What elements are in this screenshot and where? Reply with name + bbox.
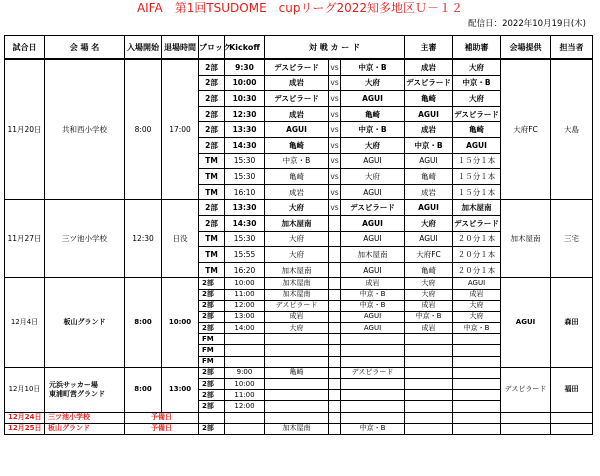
vs-cell: [329, 262, 341, 278]
block-cell: 2部: [199, 367, 225, 378]
block-cell: 2部: [199, 75, 225, 91]
home-team: 中京・B: [265, 153, 329, 169]
venue-provider: 加木屋南: [501, 200, 551, 278]
vs-cell: [329, 367, 341, 378]
kickoff-cell: 12:00: [225, 300, 265, 311]
referee-cell: [405, 401, 453, 412]
referee-cell: AGUI: [405, 200, 453, 216]
assistant-cell: デスピラード: [453, 215, 501, 231]
assistant-cell: [453, 356, 501, 367]
vs-cell: [329, 423, 341, 434]
away-team: [341, 334, 405, 345]
vs-cell: [329, 300, 341, 311]
match-row: [5, 200, 593, 216]
away-team: 加木屋南: [341, 247, 405, 263]
referee-cell: 成岩: [405, 59, 453, 75]
block-cell: 2部: [199, 289, 225, 300]
referee-cell: 大府: [405, 215, 453, 231]
vs-cell: vs: [329, 59, 341, 75]
referee-cell: [405, 334, 453, 345]
home-team: 亀崎: [265, 169, 329, 185]
schedule-table: [4, 35, 593, 435]
home-team: [265, 334, 329, 345]
kickoff-cell: 10:00: [225, 278, 265, 289]
assistant-cell: 亀崎: [453, 122, 501, 138]
kickoff-cell: 13:00: [225, 311, 265, 322]
venue-provider: [501, 423, 551, 434]
entry-time: 8:00: [125, 278, 162, 368]
vs-cell: vs: [329, 75, 341, 91]
away-team: 大府: [341, 169, 405, 185]
referee-cell: 中京・B: [405, 311, 453, 322]
home-team: 加木屋南: [265, 289, 329, 300]
away-team: [341, 390, 405, 401]
away-team: 中京・B: [341, 122, 405, 138]
away-team: 中京・B: [341, 289, 405, 300]
referee-cell: [405, 367, 453, 378]
kickoff-cell: 13:30: [225, 200, 265, 216]
kickoff-cell: 9:30: [225, 59, 265, 75]
block-cell: 2部: [199, 91, 225, 107]
vs-cell: vs: [329, 122, 341, 138]
kickoff-cell: 16:10: [225, 184, 265, 200]
assistant-cell: [453, 390, 501, 401]
referee-cell: 中京・B: [405, 137, 453, 153]
block-cell: 2部: [199, 106, 225, 122]
home-team: 加木屋南: [265, 278, 329, 289]
vs-cell: [329, 289, 341, 300]
block-cell: TM: [199, 153, 225, 169]
home-team: 成岩: [265, 75, 329, 91]
entry-time: 8:00: [125, 59, 162, 200]
vs-cell: [329, 278, 341, 289]
vs-cell: [329, 247, 341, 263]
away-team: デスピラード: [341, 200, 405, 216]
venue-name: 共和西小学校: [45, 59, 125, 200]
away-team: 中京・B: [341, 59, 405, 75]
block-cell: 2部: [199, 137, 225, 153]
staff-cell: 森田: [551, 278, 593, 368]
reserve-date: 12月25日: [5, 423, 45, 434]
away-team: 中京・B: [341, 300, 405, 311]
vs-cell: vs: [329, 200, 341, 216]
referee-cell: 大府: [405, 289, 453, 300]
home-team: [265, 401, 329, 412]
assistant-cell: 加木屋南: [453, 200, 501, 216]
assistant-cell: 成岩: [453, 289, 501, 300]
reserve-row: [5, 423, 593, 434]
home-team: 成岩: [265, 106, 329, 122]
kickoff-cell: 14:30: [225, 215, 265, 231]
home-team: 亀崎: [265, 137, 329, 153]
vs-cell: vs: [329, 91, 341, 107]
match-date: 12月4日: [5, 278, 45, 368]
venue-name: [45, 367, 125, 412]
block-cell: FM: [199, 356, 225, 367]
schedule-body: [5, 59, 593, 434]
block-cell: 2部: [199, 423, 225, 434]
entry-time: 12:30: [125, 200, 162, 278]
vs-cell: [329, 215, 341, 231]
assistant-cell: １５分１本: [453, 153, 501, 169]
venue-provider: デスピラード: [501, 367, 551, 412]
away-team: 成岩: [341, 278, 405, 289]
header-matchup: 対 戦 カ ー ド: [265, 36, 405, 60]
header-assistant: 補助審: [453, 36, 501, 60]
kickoff-cell: 10:30: [225, 91, 265, 107]
referee-cell: [405, 412, 453, 423]
away-team: 大府: [341, 75, 405, 91]
vs-cell: [329, 412, 341, 423]
assistant-cell: １５分１本: [453, 184, 501, 200]
home-team: 成岩: [265, 184, 329, 200]
publish-date: 配信日：2022年10月19日(木): [468, 19, 586, 29]
assistant-cell: [453, 423, 501, 434]
referee-cell: デスピラード: [405, 75, 453, 91]
referee-cell: [405, 390, 453, 401]
kickoff-cell: [225, 356, 265, 367]
away-team: デスピラード: [341, 367, 405, 378]
referee-cell: 成岩: [405, 323, 453, 334]
exit-time: 日没: [162, 200, 199, 278]
assistant-cell: 大府: [453, 59, 501, 75]
away-team: 中京・B: [341, 423, 405, 434]
away-team: [341, 345, 405, 356]
away-team: 大府: [341, 137, 405, 153]
home-team: [265, 345, 329, 356]
referee-cell: 亀崎: [405, 262, 453, 278]
vs-cell: [329, 334, 341, 345]
page-title: AIFA 第1回TSUDOME cupリーグ2022知多地区Ｕ－１２: [136, 1, 464, 15]
home-team: デスピラード: [265, 300, 329, 311]
venue-name: 三ツ池小学校: [45, 200, 125, 278]
reserve-venue: 板山グランド: [45, 423, 125, 434]
venue-name: 板山グランド: [45, 278, 125, 368]
block-cell: FM: [199, 345, 225, 356]
kickoff-cell: 15:30: [225, 231, 265, 247]
assistant-cell: [453, 401, 501, 412]
referee-cell: 成岩: [405, 300, 453, 311]
home-team: [265, 356, 329, 367]
reserve-row: [5, 412, 593, 423]
away-team: [341, 356, 405, 367]
match-date: 11月20日: [5, 59, 45, 200]
referee-cell: 大府: [405, 278, 453, 289]
match-date: 11月27日: [5, 200, 45, 278]
home-team: デスピラード: [265, 59, 329, 75]
staff-cell: 三宅: [551, 200, 593, 278]
block-cell: 2部: [199, 278, 225, 289]
assistant-cell: AGUI: [453, 137, 501, 153]
kickoff-cell: 11:00: [225, 289, 265, 300]
block-cell: TM: [199, 169, 225, 185]
kickoff-cell: 16:20: [225, 262, 265, 278]
venue-line: 元浜サッカー場: [49, 380, 98, 389]
kickoff-cell: 11:00: [225, 390, 265, 401]
away-team: [341, 401, 405, 412]
vs-cell: vs: [329, 169, 341, 185]
block-cell: TM: [199, 247, 225, 263]
match-row: [5, 59, 593, 75]
away-team: AGUI: [341, 91, 405, 107]
away-team: AGUI: [341, 231, 405, 247]
assistant-cell: １５分１本: [453, 169, 501, 185]
referee-cell: 亀崎: [405, 91, 453, 107]
vs-cell: [329, 311, 341, 322]
referee-cell: [405, 356, 453, 367]
kickoff-cell: 15:30: [225, 169, 265, 185]
vs-cell: [329, 401, 341, 412]
block-cell: 2部: [199, 390, 225, 401]
away-team: AGUI: [341, 323, 405, 334]
away-team: AGUI: [341, 311, 405, 322]
block-cell: 2部: [199, 379, 225, 390]
assistant-cell: [453, 334, 501, 345]
home-team: 大府: [265, 200, 329, 216]
referee-cell: [405, 423, 453, 434]
header-staff: 担当者: [551, 36, 593, 60]
reserve-label: 予備日: [125, 412, 199, 423]
block-cell: 2部: [199, 59, 225, 75]
assistant-cell: ２０分１本: [453, 262, 501, 278]
header-date: 試合日: [5, 36, 45, 60]
block-cell: 2部: [199, 311, 225, 322]
assistant-cell: AGUI: [453, 278, 501, 289]
kickoff-cell: 14:30: [225, 137, 265, 153]
block-cell: 2部: [199, 200, 225, 216]
home-team: 大府: [265, 323, 329, 334]
away-team: AGUI: [341, 215, 405, 231]
assistant-cell: 大府: [453, 311, 501, 322]
vs-cell: [329, 345, 341, 356]
venue-line: 東浦町営グランド: [49, 389, 105, 398]
kickoff-cell: 14:00: [225, 323, 265, 334]
block-cell: TM: [199, 262, 225, 278]
assistant-cell: 大府: [453, 300, 501, 311]
venue-provider: AGUI: [501, 278, 551, 368]
vs-cell: [329, 356, 341, 367]
home-team: AGUI: [265, 122, 329, 138]
exit-time: 13:00: [162, 367, 199, 412]
vs-cell: vs: [329, 153, 341, 169]
block-cell: FM: [199, 334, 225, 345]
header-venue: 会 場 名: [45, 36, 125, 60]
kickoff-cell: 15:55: [225, 247, 265, 263]
kickoff-cell: 10:00: [225, 75, 265, 91]
away-team: AGUI: [341, 184, 405, 200]
home-team: 加木屋南: [265, 262, 329, 278]
assistant-cell: [453, 345, 501, 356]
header-kickoff: Kickoff: [225, 36, 265, 60]
vs-cell: [329, 231, 341, 247]
header-provider: 会場提供: [501, 36, 551, 60]
referee-cell: [405, 379, 453, 390]
staff-cell: [551, 423, 593, 434]
header-block: ブロック: [199, 36, 225, 60]
staff-cell: [551, 412, 593, 423]
reserve-label: 予備日: [125, 423, 199, 434]
vs-cell: [329, 379, 341, 390]
assistant-cell: ２０分１本: [453, 247, 501, 263]
kickoff-cell: 13:30: [225, 122, 265, 138]
kickoff-cell: [225, 423, 265, 434]
block-cell: 2部: [199, 323, 225, 334]
home-team: [265, 390, 329, 401]
exit-time: 10:00: [162, 278, 199, 368]
assistant-cell: 中京・B: [453, 75, 501, 91]
away-team: AGUI: [341, 153, 405, 169]
vs-cell: vs: [329, 184, 341, 200]
reserve-date: 12月24日: [5, 412, 45, 423]
assistant-cell: [453, 367, 501, 378]
entry-time: 8:00: [125, 367, 162, 412]
referee-cell: 成岩: [405, 184, 453, 200]
kickoff-cell: [225, 412, 265, 423]
assistant-cell: デスピラード: [453, 106, 501, 122]
exit-time: 17:00: [162, 59, 199, 200]
vs-cell: [329, 390, 341, 401]
staff-cell: 大島: [551, 59, 593, 200]
away-team: [341, 379, 405, 390]
venue-provider: [501, 412, 551, 423]
match-row: [5, 278, 593, 289]
block-cell: 2部: [199, 300, 225, 311]
kickoff-cell: 12:30: [225, 106, 265, 122]
kickoff-cell: 10:00: [225, 379, 265, 390]
vs-cell: vs: [329, 106, 341, 122]
block-cell: 2部: [199, 401, 225, 412]
reserve-venue: 三ツ池小学校: [45, 412, 125, 423]
home-team: デスピラード: [265, 91, 329, 107]
vs-cell: vs: [329, 137, 341, 153]
referee-cell: 亀崎: [405, 169, 453, 185]
match-date: 12月10日: [5, 367, 45, 412]
kickoff-cell: 9:00: [225, 367, 265, 378]
block-cell: 2部: [199, 122, 225, 138]
block-cell: TM: [199, 231, 225, 247]
referee-cell: AGUI: [405, 231, 453, 247]
vs-cell: [329, 323, 341, 334]
header-open: 入場開始: [125, 36, 162, 60]
referee-cell: [405, 345, 453, 356]
referee-cell: AGUI: [405, 153, 453, 169]
referee-cell: 大府FC: [405, 247, 453, 263]
home-team: 加木屋南: [265, 423, 329, 434]
away-team: 亀崎: [341, 106, 405, 122]
kickoff-cell: [225, 345, 265, 356]
block-cell: [199, 412, 225, 423]
staff-cell: 福田: [551, 367, 593, 412]
home-team: [265, 412, 329, 423]
block-cell: TM: [199, 184, 225, 200]
home-team: 大府: [265, 247, 329, 263]
venue-provider: 大府FC: [501, 59, 551, 200]
kickoff-cell: 15:30: [225, 153, 265, 169]
kickoff-cell: [225, 334, 265, 345]
assistant-cell: 大府: [453, 91, 501, 107]
kickoff-cell: 12:00: [225, 401, 265, 412]
home-team: 亀崎: [265, 367, 329, 378]
block-cell: 2部: [199, 215, 225, 231]
referee-cell: 成岩: [405, 122, 453, 138]
away-team: AGUI: [341, 262, 405, 278]
header-row: [5, 36, 593, 60]
home-team: 加木屋南: [265, 215, 329, 231]
home-team: 大府: [265, 231, 329, 247]
assistant-cell: [453, 379, 501, 390]
home-team: 成岩: [265, 311, 329, 322]
match-row: [5, 367, 593, 378]
away-team: [341, 412, 405, 423]
assistant-cell: ２０分１本: [453, 231, 501, 247]
header-referee: 主審: [405, 36, 453, 60]
header-close: 退場時間: [162, 36, 199, 60]
assistant-cell: 中京・B: [453, 323, 501, 334]
home-team: [265, 379, 329, 390]
referee-cell: AGUI: [405, 106, 453, 122]
assistant-cell: [453, 412, 501, 423]
